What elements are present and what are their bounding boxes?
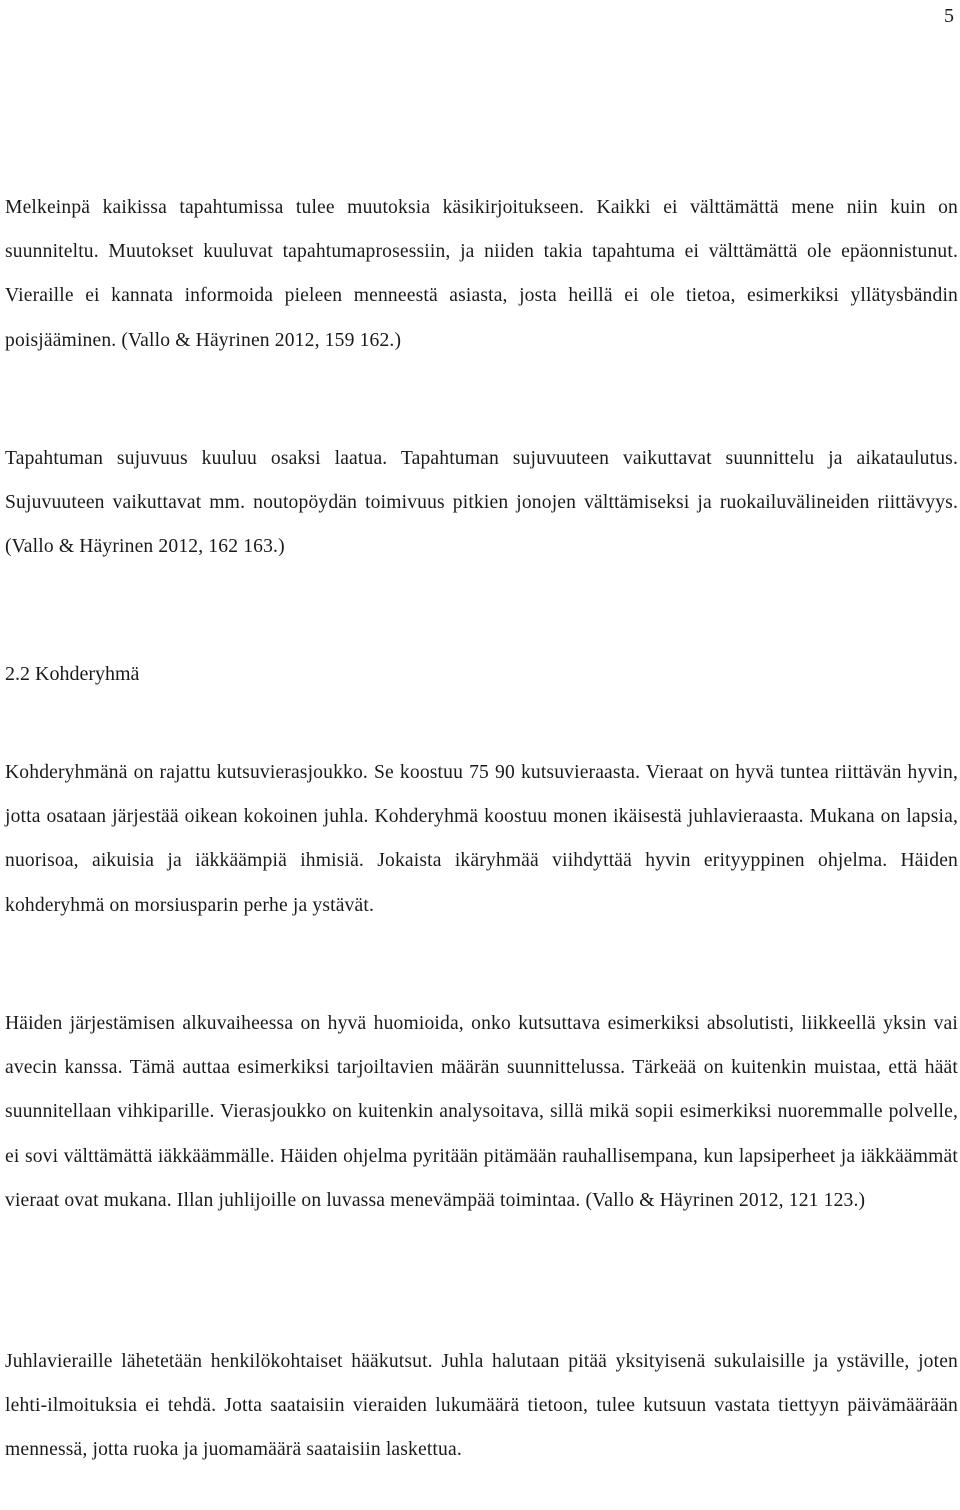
section-heading: 2.2 Kohderyhmä	[5, 663, 140, 685]
body-paragraph: Häiden järjestämisen alkuvaiheessa on hyvä huomioida, onko kutsuttava esimerkiksi absolutisti, liikkeellä yksin vai avecin kanssa. Tämä auttaa esimerkiksi tarjoiltavien määrän suunnittelussa. Tärkeää on kuitenkin muistaa, että häät suunnitellaan vihkiparille. Vierasjoukko on kuitenkin analysoitava, sillä mikä sopii esimerkiksi nuoremmalle polvelle, ei sovi välttämättä iäkkäämmälle. Häiden ohjelma pyritään pitämään rauhallisempana, kun lapsiperheet ja iäkkäämmät vieraat ovat mukana. Illan juhlijoille on luvassa menevämpää toimintaa. (Vallo & Häyrinen 2012, 121 123.)	[5, 1013, 958, 1211]
body-paragraph: Tapahtuman sujuvuus kuuluu osaksi laatua. Tapahtuman sujuvuuteen vaikuttavat suunnittelu ja aikataulutus. Sujuvuuteen vaikuttavat mm. noutopöydän toimivuus pitkien jonojen välttämiseksi ja ruokailuvälineiden riittävyys. (Vallo & Häyrinen 2012, 162 163.)	[5, 448, 958, 558]
body-paragraph: Kohderyhmänä on rajattu kutsuvierasjoukko. Se koostuu 75 90 kutsuvieraasta. Vieraat on hyvä tuntea riittävän hyvin, jotta osataan järjestää oikean kokoinen juhla. Kohderyhmä koostuu monen ikäisestä juhlavieraasta. Mukana on lapsia, nuorisoa, aikuisia ja iäkkäämpiä ihmisiä. Jokaista ikäryhmää viihdyttää hyvin erityyppinen ohjelma. Häiden kohderyhmä on morsiusparin perhe ja ystävät.	[5, 762, 958, 916]
body-paragraph: Juhlavieraille lähetetään henkilökohtaiset hääkutsut. Juhla halutaan pitää yksityisenä sukulaisille ja ystäville, joten lehti-ilmoituksia ei tehdä. Jotta saataisiin vieraiden lukumäärä tietoon, tulee kutsuun vastata tiettyyn päivämäärään mennessä, jotta ruoka ja juomamäärä saataisiin laskettua.	[5, 1351, 958, 1461]
body-paragraph: Melkeinpä kaikissa tapahtumissa tulee muutoksia käsikirjoitukseen. Kaikki ei välttämättä mene niin kuin on suunniteltu. Muutokset kuuluvat tapahtumaprosessiin, ja niiden takia tapahtuma ei välttämättä ole epäonnistunut. Vieraille ei kannata informoida pieleen menneestä asiasta, josta heillä ei ole tietoa, esimerkiksi yllätysbändin poisjääminen. (Vallo & Häyrinen 2012, 159 162.)	[5, 197, 958, 351]
page-number: 5	[944, 5, 954, 27]
